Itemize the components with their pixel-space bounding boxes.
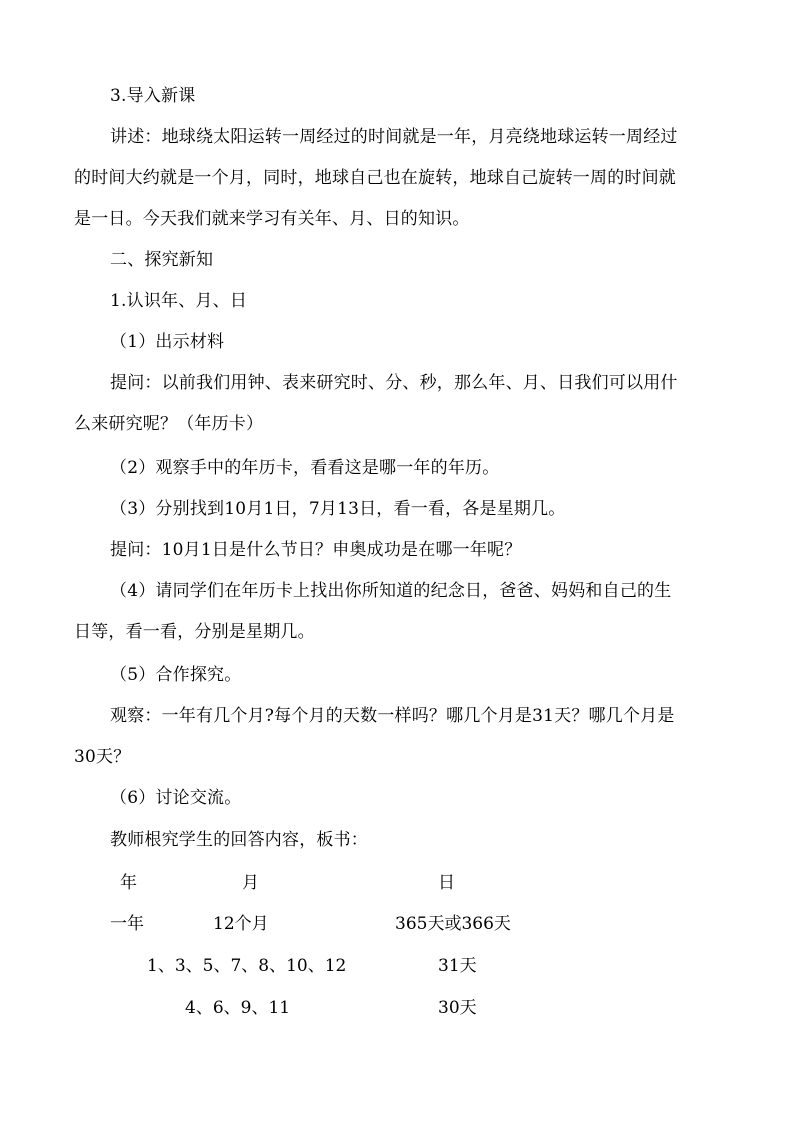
board-cell: 31天 [438, 956, 477, 976]
board-header-month: 月 [242, 873, 259, 893]
board-header-year: 年 [120, 873, 137, 893]
board-cell: 365天或366天 [395, 914, 511, 934]
board-cell: 1、3、5、7、8、10、12 [147, 956, 347, 976]
paragraph-line: 是一日。今天我们就来学习有关年、月、日的知识。 [74, 209, 470, 229]
board-cell: 一年 [110, 914, 144, 934]
paragraph-line: 讲述：地球绕太阳运转一周经过的时间就是一年，月亮绕地球运转一周经过 [110, 127, 678, 147]
paragraph-line: （5）合作探究。 [110, 665, 242, 685]
paragraph-line: 教师根究学生的回答内容，板书： [110, 830, 368, 850]
paragraph-line: 的时间大约就是一个月，同时，地球自己也在旋转，地球自己旋转一周的时间就 [74, 168, 676, 188]
section-heading-intro: 3.导入新课 [110, 86, 196, 106]
board-cell: 4、6、9、11 [185, 998, 291, 1018]
board-cell: 12个月 [213, 914, 269, 934]
board-header-day: 日 [438, 873, 455, 893]
paragraph-line: 日等，看一看，分别是星期几。 [74, 622, 315, 642]
paragraph-line: （1）出示材料 [110, 332, 225, 352]
paragraph-line: （4）请同学们在年历卡上找出你所知道的纪念日，爸爸、妈妈和自己的生 [110, 581, 672, 601]
subheading: 1.认识年、月、日 [110, 291, 248, 311]
paragraph-line: 提问：以前我们用钟、表来研究时、分、秒，那么年、月、日我们可以用什 [110, 373, 678, 393]
paragraph-line: 30天？ [74, 747, 131, 767]
paragraph-line: （6）讨论交流。 [110, 788, 242, 808]
board-cell: 30天 [438, 998, 477, 1018]
paragraph-line: 么来研究呢？（年历卡） [74, 414, 264, 434]
paragraph-line: （3）分别找到10月1日，7月13日，看一看，各是星期几。 [110, 499, 566, 519]
paragraph-line: （2）观察手中的年历卡，看看这是哪一年的年历。 [110, 458, 500, 478]
section-heading-explore: 二、探究新知 [110, 250, 214, 270]
paragraph-line: 观察：一年有几个月?每个月的天数一样吗？哪几个月是31天？哪几个月是 [110, 706, 675, 726]
paragraph-line: 提问：10月1日是什么节日？申奥成功是在哪一年呢？ [110, 540, 522, 560]
